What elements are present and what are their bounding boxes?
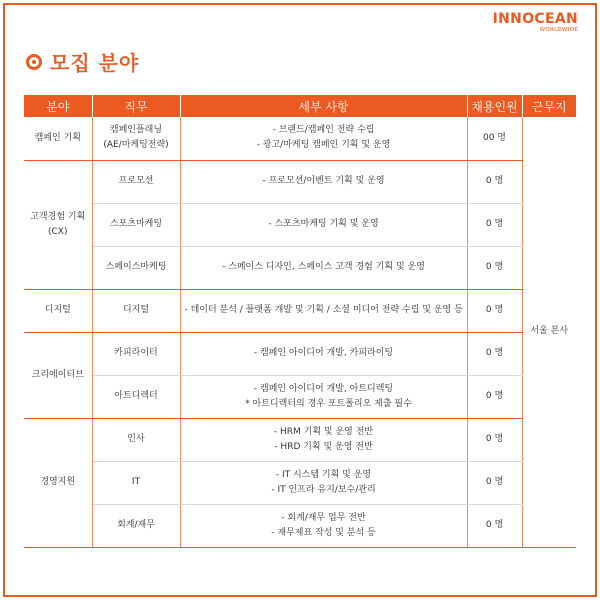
table-row [24, 117, 576, 160]
detail-cell [180, 289, 467, 332]
job-label: 프로모션 [118, 176, 154, 186]
detail-cell [180, 246, 467, 289]
job-label: IT [131, 477, 141, 487]
detail-line: - 캠페인 아이디어 개발, 카피라이팅 [253, 348, 394, 358]
job-cell [92, 504, 180, 547]
job-label: 스포츠마케팅 [109, 219, 163, 229]
detail-line: - 회계/재무 업무 전반 [281, 512, 366, 523]
header-detail: 세부 사항 [180, 95, 467, 117]
table-row [24, 375, 576, 418]
detail-cell [180, 332, 467, 375]
job-cell [92, 289, 180, 332]
header-location: 근무지 [522, 95, 576, 117]
area-cell [24, 289, 92, 332]
detail-line: - 캠페인 아이디어 개발, 아트디렉팅 [253, 383, 394, 394]
detail-line: - IT 시스템 기획 및 운영 [275, 469, 372, 480]
job-cell [92, 203, 180, 246]
job-cell [92, 332, 180, 375]
header-area: 분야 [24, 95, 92, 117]
detail-line: - 스포츠마케팅 기획 및 운영 [268, 219, 379, 229]
job-label: 스페이스마케팅 [105, 262, 167, 272]
detail-cell [180, 375, 467, 418]
detail-cell [180, 117, 467, 160]
headcount-cell: 0 명 [467, 375, 522, 418]
job-cell [92, 117, 180, 160]
table-body [24, 117, 576, 547]
headcount-cell: 0 명 [467, 418, 522, 461]
table-row [24, 461, 576, 504]
table-row [24, 418, 576, 461]
area-label: 고객경험 기획 [30, 211, 86, 222]
detail-line: - 데이터 분석 / 플랫폼 개발 및 기획 / 소셜 미디어 전략 수립 및 운영 등 [184, 305, 463, 315]
detail-line: - 프로모션/이벤트 기획 및 운영 [262, 176, 385, 186]
job-cell [92, 375, 180, 418]
recruit-table [24, 95, 576, 548]
detail-cell [180, 418, 467, 461]
headcount-cell: 0 명 [467, 203, 522, 246]
job-label: (AE/마케팅전략) [103, 140, 169, 151]
heading-text: 모집 분야 [50, 51, 140, 75]
area-label: 캠페인 기획 [34, 132, 81, 143]
headcount-cell: 0 명 [467, 332, 522, 375]
job-label: 캠페인플래닝 [109, 125, 163, 136]
headcount-cell: 0 명 [467, 160, 522, 203]
area-cell [24, 117, 92, 160]
table-row [24, 203, 576, 246]
table-header [24, 95, 576, 117]
headcount-cell: 0 명 [467, 289, 522, 332]
area-cell [24, 332, 92, 418]
header-count: 채용인원 [467, 95, 522, 117]
area-label: 디지털 [44, 305, 71, 315]
detail-line: - 광고/마케팅 캠페인 기획 및 운영 [256, 140, 391, 151]
headcount-cell: 0 명 [467, 246, 522, 289]
detail-line: - IT 인프라 유지/보수/관리 [271, 484, 376, 495]
detail-line: - 브랜드/캠페인 전략 수립 [272, 125, 375, 136]
job-label: 아트디렉터 [114, 391, 158, 401]
detail-cell [180, 461, 467, 504]
logo-sub: WORLDWIDE [539, 27, 578, 33]
table-row [24, 246, 576, 289]
job-cell [92, 160, 180, 203]
area-cell [24, 160, 92, 289]
table-row [24, 289, 576, 332]
location-cell: 서울 본사 [522, 117, 576, 547]
detail-cell [180, 504, 467, 547]
header-job: 직무 [92, 95, 180, 117]
logo-name: INNOCEAN [492, 11, 578, 27]
detail-line: - 스페이스 디자인, 스페이스 고객 경험 기획 및 운영 [222, 262, 425, 272]
job-cell [92, 418, 180, 461]
detail-cell [180, 203, 467, 246]
target-circle-icon [26, 54, 42, 70]
innocean-logo [493, 12, 578, 34]
table-row [24, 160, 576, 203]
job-cell [92, 461, 180, 504]
detail-line: - HRD 기획 및 운영 전반 [274, 441, 373, 452]
area-label: (CX) [48, 226, 68, 237]
job-label: 회계/재무 [117, 520, 155, 530]
area-cell [24, 418, 92, 547]
table-row [24, 332, 576, 375]
detail-line: - HRM 기획 및 운영 전반 [273, 426, 374, 437]
detail-line: - 재무제표 작성 및 분석 등 [271, 527, 376, 538]
section-heading [26, 47, 139, 76]
detail-note: * 아트디렉터의 경우 포트폴리오 제출 필수 [245, 398, 412, 409]
headcount-cell: 0 명 [467, 461, 522, 504]
job-label: 카피라이터 [114, 348, 158, 358]
job-cell [92, 246, 180, 289]
headcount-cell: 00 명 [467, 117, 522, 160]
job-label: 인사 [127, 434, 145, 444]
table-row [24, 504, 576, 547]
job-label: 디지털 [122, 305, 150, 315]
area-label: 경영지원 [40, 477, 76, 487]
area-label: 크리에이티브 [31, 369, 84, 380]
detail-cell [180, 160, 467, 203]
headcount-cell: 0 명 [467, 504, 522, 547]
